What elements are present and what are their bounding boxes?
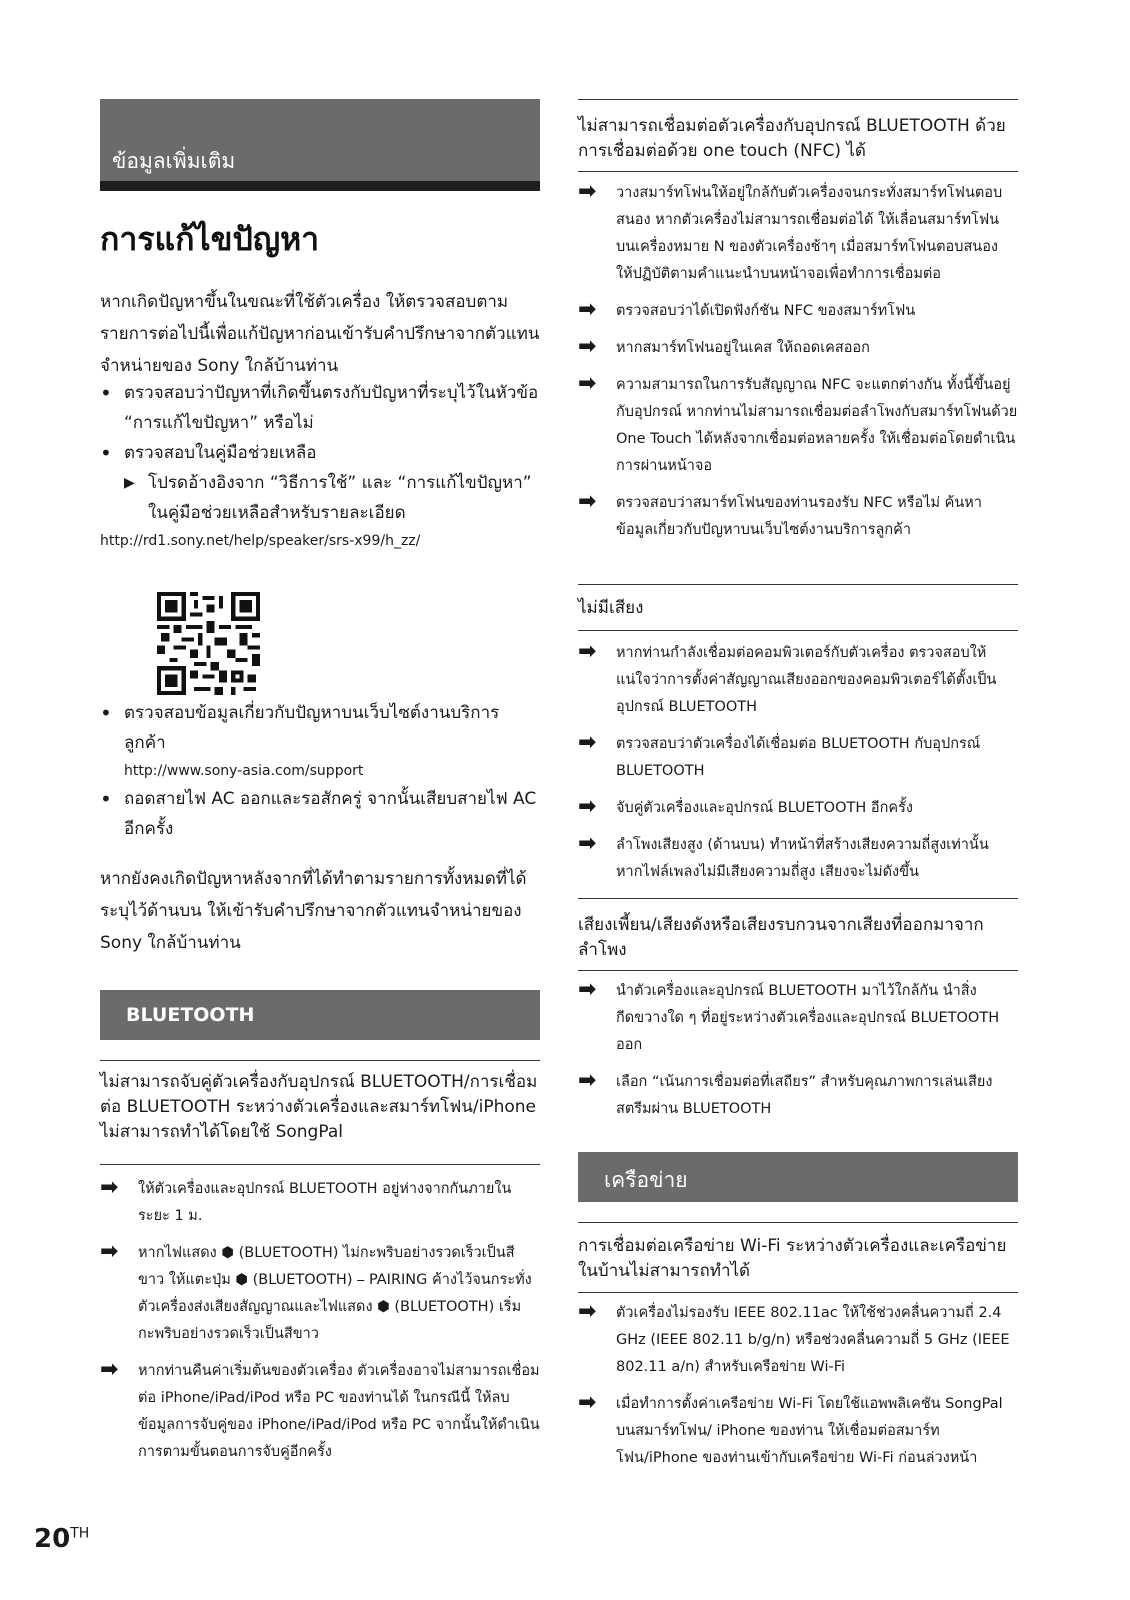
remedy-item: ➡ ตรวจสอบว่าได้เปิดฟังก์ชัน NFC ของสมาร์ทโฟน [578, 297, 916, 322]
divider [578, 99, 1018, 100]
remedy-item: ➡ ความสามารถในการรับสัญญาณ NFC จะแตกต่างกัน ทั้งนี้ขึ้นอยู่กับอุปกรณ์ หากท่านไม่สามารถเชื่อมต่อลำโพงกับสมาร์ทโฟนด้วย One Touch ได้หลังจากเชื่อมต่อหลายครั้ง ให้เชื่อมต่อโดยดำเนินการผ่านหน้าจอ [578, 371, 1018, 474]
check-item: • ถอดสายไฟ AC ออกและรอสักครู่ จากนั้นเสียบสายไฟ AC อีกครั้ง [100, 787, 537, 839]
arrow-right-icon: ➡ [578, 179, 597, 204]
arrow-right-icon: ➡ [578, 1299, 597, 1324]
arrow-right-icon: ➡ [578, 831, 597, 856]
arrow-right-icon: ➡ [578, 489, 597, 514]
page-suffix: TH [70, 1525, 90, 1542]
problem-heading: ไม่สามารถจับคู่ตัวเครื่องกับอุปกรณ์ BLUETOOTH/การเชื่อมต่อ BLUETOOTH ระหว่างตัวเครื่องและสมาร์ทโฟน/iPhone ไม่สามารถทำได้โดยใช้ SongPal [100, 1072, 538, 1142]
divider [578, 970, 1018, 971]
arrow-right-icon: ➡ [578, 639, 597, 664]
remedy-item: ➡ นำตัวเครื่องและอุปกรณ์ BLUETOOTH มาไว้ใกล้กัน นำสิ่งกีดขวางใด ๆ ที่อยู่ระหว่างตัวเครื่องและอุปกรณ์ BLUETOOTH ออก [578, 977, 1000, 1053]
problem-heading: ไม่สามารถเชื่อมต่อตัวเครื่องกับอุปกรณ์ BLUETOOTH ด้วยการเชื่อมต่อด้วย one touch (NFC) ได้ [578, 116, 1006, 161]
arrow-right-icon: ➡ [578, 1390, 597, 1415]
remedy-item: ➡ ตรวจสอบว่าตัวเครื่องได้เชื่อมต่อ BLUETOOTH กับอุปกรณ์ BLUETOOTH [578, 730, 981, 779]
remedy-list [578, 640, 1018, 896]
divider [578, 1292, 1018, 1293]
problem-heading: ไม่มีเสียง [578, 598, 644, 618]
arrow-right-icon: ➡ [578, 794, 597, 819]
arrow-right-icon: ➡ [578, 371, 597, 396]
divider [578, 898, 1018, 899]
arrow-right-icon: ➡ [578, 977, 597, 1002]
remedy-item: ➡ หากไฟแสดง ⬢ (BLUETOOTH) ไม่กะพริบอย่างรวดเร็วเป็นสีขาว ให้แตะปุ่ม ⬢ (BLUETOOTH) ⎯ PAIRING ค้างไว้จนกระทั่งตัวเครื่องส่งเสียงสัญญาณและไฟแสดง ⬢ (BLUETOOTH) เริ่มกะพริบอย่างรวดเร็วเป็นสีขาว [100, 1239, 532, 1342]
bluetooth-header-label: BLUETOOTH [126, 1004, 255, 1026]
problem-heading: การเชื่อมต่อเครือข่าย Wi-Fi ระหว่างตัวเครื่องและเครือข่ายในบ้านไม่สามารถทำได้ [578, 1236, 1007, 1281]
network-header [578, 1152, 1018, 1202]
checks-list-2 [100, 698, 540, 844]
remedy-item: ➡ วางสมาร์ทโฟนให้อยู่ใกล้กับตัวเครื่องจนกระทั่งสมาร์ทโฟนตอบสนอง หากตัวเครื่องไม่สามารถเชื่อมต่อได้ ให้เลื่อนสมาร์ทโฟนบนเครื่องหมาย N ของตัวเครื่องช้าๆ เมื่อสมาร์ทโฟนตอบสนอง ให้ปฏิบัติตามคำแนะนำบนหน้าจอเพื่อทำการเชื่อมต่อ [578, 179, 1003, 282]
remedy-item: ➡ ลำโพงเสียงสูง (ด้านบน) ทำหน้าที่สร้างเสียงความถี่สูงเท่านั้น หากไฟล์เพลงไม่มีเสียงความถี่สูง เสียงจะไม่ดังขึ้น [578, 831, 989, 880]
divider [578, 630, 1018, 631]
outro-text: หากยังคงเกิดปัญหาหลังจากที่ได้ทำตามรายการทั้งหมดที่ได้ระบุไว้ด้านบน ให้เข้ารับคำปรึกษาจากตัวแทนจำหน่ายของ Sony ใกล้บ้านท่าน [100, 869, 527, 953]
remedy-list [578, 180, 1018, 554]
section-header-label: ข้อมูลเพิ่มเติม [112, 149, 236, 173]
bluetooth-header [100, 990, 540, 1040]
remedy-item: ➡ จับคู่ตัวเครื่องและอุปกรณ์ BLUETOOTH อีกครั้ง [578, 794, 913, 819]
checks-list [100, 378, 540, 554]
divider [578, 584, 1018, 585]
arrow-right-icon: ➡ [100, 1175, 119, 1200]
remedy-list [100, 1176, 540, 1476]
network-header-label: เครือข่าย [604, 1168, 688, 1192]
divider [578, 1222, 1018, 1223]
arrow-right-icon: ➡ [100, 1239, 119, 1264]
remedy-item: ➡ เลือก “เน้นการเชื่อมต่อที่เสถียร” สำหรับคุณภาพการเล่นเสียงสตรีมผ่าน BLUETOOTH [578, 1068, 993, 1117]
help-ref-item: ▶ โปรดอ้างอิงจาก “วิธีการใช้” และ “การแก้ไขปัญหา” ในคู่มือช่วยเหลือสำหรับรายละเอียด http://rd1.sony.net/help/speaker/srs-x99/h_zz/ [100, 468, 540, 554]
remedy-item: ➡ หากท่านคืนค่าเริ่มต้นของตัวเครื่อง ตัวเครื่องอาจไม่สามารถเชื่อมต่อ iPhone/iPad/iPod หรือ PC ของท่านได้ ในกรณีนี้ ให้ลบข้อมูลการจับคู่ของ iPhone/iPad/iPod หรือ PC จากนั้นให้ดำเนินการตามขั้นตอนการจับคู่อีกครั้ง [100, 1357, 540, 1460]
triangle-icon: ▶ [124, 475, 135, 491]
help-url[interactable]: http://rd1.sony.net/help/speaker/srs-x99/h_zz/ [100, 533, 421, 549]
intro-text: หากเกิดปัญหาขึ้นในขณะที่ใช้ตัวเครื่อง ให้ตรวจสอบตามรายการต่อไปนี้เพื่อแก้ปัญหาก่อนเข้ารับคำปรึกษาจากตัวแทนจำหน่ายของ Sony ใกล้บ้านท่าน [100, 292, 540, 376]
problem-heading: เสียงเพี้ยน/เสียงดังหรือเสียงรบกวนจากเสียงที่ออกมาจากลำโพง [578, 915, 984, 960]
page-title: การแก้ไขปัญหา [100, 220, 320, 258]
section-header [100, 99, 540, 191]
remedy-list [578, 978, 1018, 1133]
arrow-right-icon: ➡ [578, 334, 597, 359]
page-number: 20TH [34, 1524, 90, 1554]
remedy-item: ➡ ตรวจสอบว่าสมาร์ทโฟนของท่านรองรับ NFC หรือไม่ ค้นหาข้อมูลเกี่ยวกับปัญหาบนเว็บไซต์งานบริการลูกค้า [578, 489, 982, 538]
check-item: • ตรวจสอบข้อมูลเกี่ยวกับปัญหาบนเว็บไซต์งานบริการลูกค้า http://www.sony-asia.com/support [100, 698, 540, 784]
arrow-right-icon: ➡ [578, 1068, 597, 1093]
remedy-list [578, 1300, 1018, 1482]
remedy-item: ➡ ตัวเครื่องไม่รองรับ IEEE 802.11ac ให้ใช้ช่วงคลื่นความถี่ 2.4 GHz (IEEE 802.11 b/g/n) หรือช่วงคลื่นความถี่ 5 GHz (IEEE 802.11 a/n) สำหรับเครือข่าย Wi-Fi [578, 1299, 1010, 1375]
remedy-item: ➡ ให้ตัวเครื่องและอุปกรณ์ BLUETOOTH อยู่ห่างจากกันภายในระยะ 1 ม. [100, 1175, 512, 1224]
remedy-item: ➡ หากสมาร์ทโฟนอยู่ในเคส ให้ถอดเคสออก [578, 334, 870, 359]
remedy-item: ➡ เมื่อทำการตั้งค่าเครือข่าย Wi-Fi โดยใช้แอพพลิเคชัน SongPal บนสมาร์ทโฟน/ iPhone ของท่าน ให้เชื่อมต่อสมาร์ทโฟน/iPhone ของท่านเข้ากับเครือข่าย Wi-Fi ก่อนล่วงหน้า [578, 1390, 1003, 1466]
support-url[interactable]: http://www.sony-asia.com/support [124, 763, 364, 779]
arrow-right-icon: ➡ [100, 1357, 119, 1382]
arrow-right-icon: ➡ [578, 297, 597, 322]
divider [578, 171, 1018, 172]
divider [100, 1164, 540, 1165]
arrow-right-icon: ➡ [578, 730, 597, 755]
check-item: • ตรวจสอบในคู่มือช่วยเหลือ [100, 441, 317, 465]
remedy-item: ➡ หากท่านกำลังเชื่อมต่อคอมพิวเตอร์กับตัวเครื่อง ตรวจสอบให้แน่ใจว่าการตั้งค่าสัญญาณเสียงออกของคอมพิวเตอร์ได้ตั้งเป็นอุปกรณ์ BLUETOOTH [578, 639, 997, 715]
divider [100, 1060, 540, 1061]
qr-code-icon [157, 592, 260, 695]
check-item: • ตรวจสอบว่าปัญหาที่เกิดขึ้นตรงกับปัญหาที่ระบุไว้ในหัวข้อ “การแก้ไขปัญหา” หรือไม่ [100, 381, 539, 433]
